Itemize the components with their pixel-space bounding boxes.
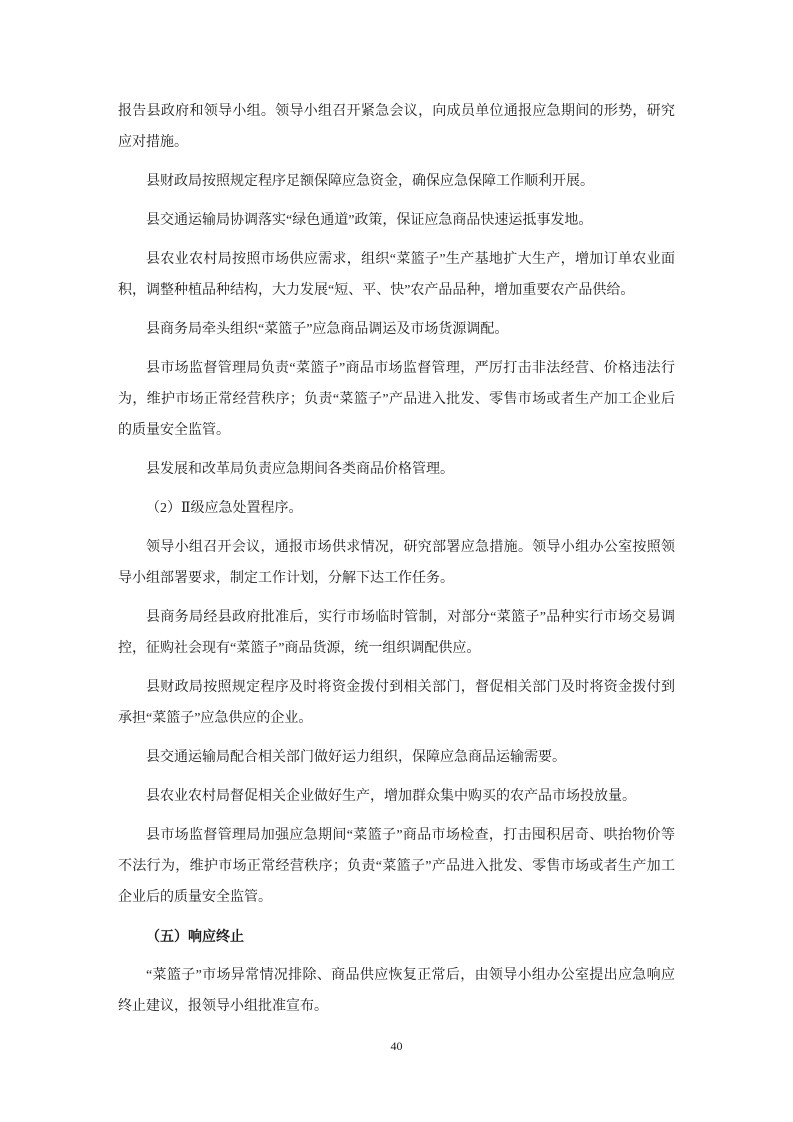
paragraph: 县商务局牵头组织“菜篮子”应急商品调运及市场货源调配。: [146, 322, 509, 337]
paragraph: 县财政局按照规定程序及时将资金拨付到相关部门，督促相关部门及时将资金拨付到承担“菜篮子”应急供应的企业。: [118, 680, 675, 726]
paragraph: 报告县政府和领导小组。领导小组召开紧急会议，向成员单位通报应急期间的形势，研究应对措施。: [118, 104, 675, 150]
paragraph: 县财政局按照规定程序足额保障应急资金，确保应急保障工作顺利开展。: [146, 174, 594, 189]
page-number: 40: [390, 1039, 403, 1053]
paragraph: 县交通运输局配合相关部门做好运力组织，保障应急商品运输需要。: [146, 750, 566, 765]
paragraph: 县市场监督管理局加强应急期间“菜篮子”商品市场检查，打击囤积居奇、哄抬物价等不法行为，维护市场正常经营秩序；负责“菜篮子”产品进入批发、零售市场或者生产加工企业后的质量安全监管。: [118, 828, 675, 905]
paragraph: 县交通运输局协调落实“绿色通道”政策，保证应急商品快速运抵事发地。: [146, 213, 593, 228]
paragraph: 县商务局经县政府批准后，实行市场临时管制，对部分“菜篮子”品种实行市场交易调控，征购社会现有“菜篮子”商品货源，统一组织调配供应。: [118, 610, 675, 656]
paragraph: 县农业农村局按照市场供应需求，组织“菜篮子”生产基地扩大生产，增加订单农业面积，调整种植品种结构，大力发展“短、平、快”农产品品种，增加重要农产品供给。: [118, 252, 675, 298]
document-body: [118, 96, 675, 1030]
paragraph: 县市场监督管理局负责“菜篮子”商品市场监督管理，严厉打击非法经营、价格违法行为，维护市场正常经营秩序；负责“菜篮子”产品进入批发、零售市场或者生产加工企业后的质量安全监管。: [118, 361, 675, 438]
paragraph: 县发展和改革局负责应急期间各类商品价格管理。: [146, 462, 454, 477]
list-item-level-2-procedure: （2）Ⅱ级应急处置程序。: [146, 501, 303, 516]
paragraph: “菜篮子”市场异常情况排除、商品供应恢复正常后，由领导小组办公室提出应急响应终止建议，报领导小组批准宣布。: [118, 968, 675, 1014]
paragraph: 县农业农村局督促相关企业做好生产，增加群众集中购买的农产品市场投放量。: [146, 789, 636, 804]
paragraph: 领导小组召开会议，通报市场供求情况，研究部署应急措施。领导小组办公室按照领导小组部署要求，制定工作计划，分解下达工作任务。: [118, 540, 675, 586]
section-heading-response-termination: （五）响应终止: [146, 928, 244, 944]
